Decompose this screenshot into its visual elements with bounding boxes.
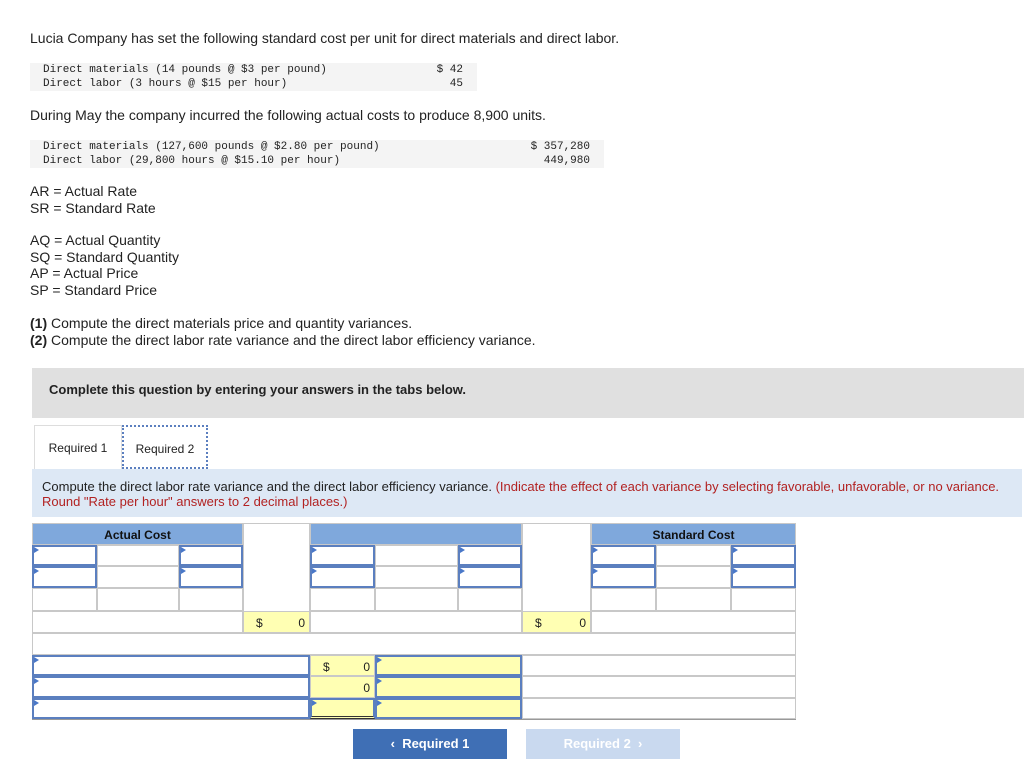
variance-amount bbox=[310, 676, 375, 698]
empty-cell bbox=[310, 588, 375, 611]
standard-value: 45 bbox=[449, 78, 463, 90]
actual-label: Direct materials (127,600 pounds @ $2.80 per pound) bbox=[43, 141, 380, 153]
question-text: Compute the direct materials price and quantity variances. bbox=[47, 315, 413, 331]
actual-cost-header bbox=[32, 523, 243, 545]
actual-value: 449,980 bbox=[543, 155, 590, 167]
variance-total-dropdown[interactable] bbox=[310, 698, 375, 719]
questions bbox=[30, 315, 536, 348]
definition: AQ = Actual Quantity bbox=[30, 232, 161, 248]
variance-label-dropdown[interactable] bbox=[32, 655, 310, 676]
header-label: Actual Cost bbox=[104, 528, 171, 542]
header-label: Standard Cost bbox=[652, 528, 735, 542]
definition: AR = Actual Rate bbox=[30, 183, 138, 199]
label-dropdown[interactable] bbox=[32, 545, 97, 566]
definition: SR = Standard Rate bbox=[30, 199, 156, 216]
amount-input[interactable] bbox=[656, 545, 731, 566]
actual-value: $ 357,280 bbox=[530, 141, 590, 153]
empty-cell bbox=[310, 611, 522, 633]
standard-label: Direct materials (14 pounds @ $3 per pound) bbox=[43, 64, 327, 76]
variance-effect-dropdown[interactable] bbox=[375, 655, 522, 676]
chevron-right-icon: › bbox=[630, 736, 643, 751]
tab-instruction bbox=[32, 469, 1022, 517]
empty-cell bbox=[656, 588, 731, 611]
total-value: 0 bbox=[579, 616, 586, 630]
currency-symbol: $ bbox=[256, 616, 263, 630]
amount-input[interactable] bbox=[656, 566, 731, 588]
label-dropdown[interactable] bbox=[310, 545, 375, 566]
label-dropdown[interactable] bbox=[32, 566, 97, 588]
standard-value: $ 42 bbox=[436, 64, 463, 76]
variance-amount bbox=[310, 655, 375, 676]
prev-button[interactable] bbox=[353, 729, 507, 759]
empty-cell bbox=[32, 588, 97, 611]
standard-label: Direct labor (3 hours @ $15 per hour) bbox=[43, 78, 288, 90]
rate-definitions bbox=[30, 183, 156, 216]
definition: SP = Standard Price bbox=[30, 281, 157, 298]
empty-cell bbox=[591, 611, 796, 633]
variance-value: 0 bbox=[363, 681, 370, 695]
question-number: (1) bbox=[30, 315, 48, 331]
definition: AP = Actual Price bbox=[30, 265, 139, 281]
empty-cell bbox=[591, 588, 656, 611]
variance-effect-dropdown[interactable] bbox=[375, 698, 522, 719]
actual-cost-total bbox=[243, 611, 310, 633]
currency-symbol: $ bbox=[535, 616, 542, 630]
amount-input[interactable] bbox=[375, 545, 458, 566]
label-dropdown[interactable] bbox=[310, 566, 375, 588]
quantity-definitions bbox=[30, 232, 179, 298]
intro-text: Lucia Company has set the following standard cost per unit for direct materials and direct labor. bbox=[30, 30, 620, 46]
standard-cost-table bbox=[30, 63, 477, 91]
actual-intro-text: During May the company incurred the following actual costs to produce 8,900 units. bbox=[30, 107, 546, 123]
label-dropdown[interactable] bbox=[458, 566, 522, 588]
label-dropdown[interactable] bbox=[179, 545, 243, 566]
instruction-banner: Complete this question by entering your answers in the tabs below. bbox=[32, 368, 1024, 418]
variance-label-dropdown[interactable] bbox=[32, 698, 310, 719]
amount-input[interactable] bbox=[375, 566, 458, 588]
standard-cost-header bbox=[591, 523, 796, 545]
definition: SQ = Standard Quantity bbox=[30, 248, 180, 265]
amount-input[interactable] bbox=[97, 545, 179, 566]
empty-cell bbox=[522, 698, 796, 719]
variance-label-dropdown[interactable] bbox=[32, 676, 310, 698]
label-dropdown[interactable] bbox=[591, 545, 656, 566]
label-dropdown[interactable] bbox=[731, 545, 796, 566]
question-text: Compute the direct labor rate variance and the direct labor efficiency variance. bbox=[47, 331, 536, 348]
actual-label: Direct labor (29,800 hours @ $15.10 per hour) bbox=[43, 155, 341, 167]
instruction-text: Compute the direct labor rate variance and the direct labor efficiency variance. bbox=[42, 479, 492, 494]
total-value: 0 bbox=[298, 616, 305, 630]
instruction-note: (Indicate the effect of each variance by selecting favorable, unfavorable, or no variance. Round "Rate per hour" answers to 2 decimal places.) bbox=[42, 479, 1000, 509]
middle-header bbox=[310, 523, 522, 545]
variance-effect-dropdown[interactable] bbox=[375, 676, 522, 698]
empty-cell bbox=[458, 588, 522, 611]
next-label: Required 2 bbox=[563, 736, 631, 751]
prev-label: Required 1 bbox=[402, 736, 470, 751]
question-number: (2) bbox=[30, 331, 48, 348]
standard-cost-total bbox=[522, 611, 591, 633]
empty-cell bbox=[522, 655, 796, 676]
label-dropdown[interactable] bbox=[731, 566, 796, 588]
currency-symbol: $ bbox=[323, 660, 330, 674]
empty-cell bbox=[731, 588, 796, 611]
tab-required-2[interactable]: Required 2 bbox=[122, 425, 208, 469]
empty-row bbox=[32, 633, 796, 655]
label-dropdown[interactable] bbox=[591, 566, 656, 588]
label-dropdown[interactable] bbox=[458, 545, 522, 566]
amount-input[interactable] bbox=[97, 566, 179, 588]
label-dropdown[interactable] bbox=[179, 566, 243, 588]
empty-cell bbox=[375, 588, 458, 611]
empty-cell bbox=[32, 611, 243, 633]
empty-cell bbox=[97, 588, 179, 611]
tab-required-1[interactable]: Required 1 bbox=[34, 425, 122, 470]
variance-value: 0 bbox=[363, 660, 370, 674]
empty-cell bbox=[179, 588, 243, 611]
empty-cell bbox=[522, 676, 796, 698]
actual-cost-table bbox=[30, 140, 604, 168]
next-button[interactable] bbox=[526, 729, 680, 759]
chevron-left-icon: ‹ bbox=[390, 736, 403, 751]
